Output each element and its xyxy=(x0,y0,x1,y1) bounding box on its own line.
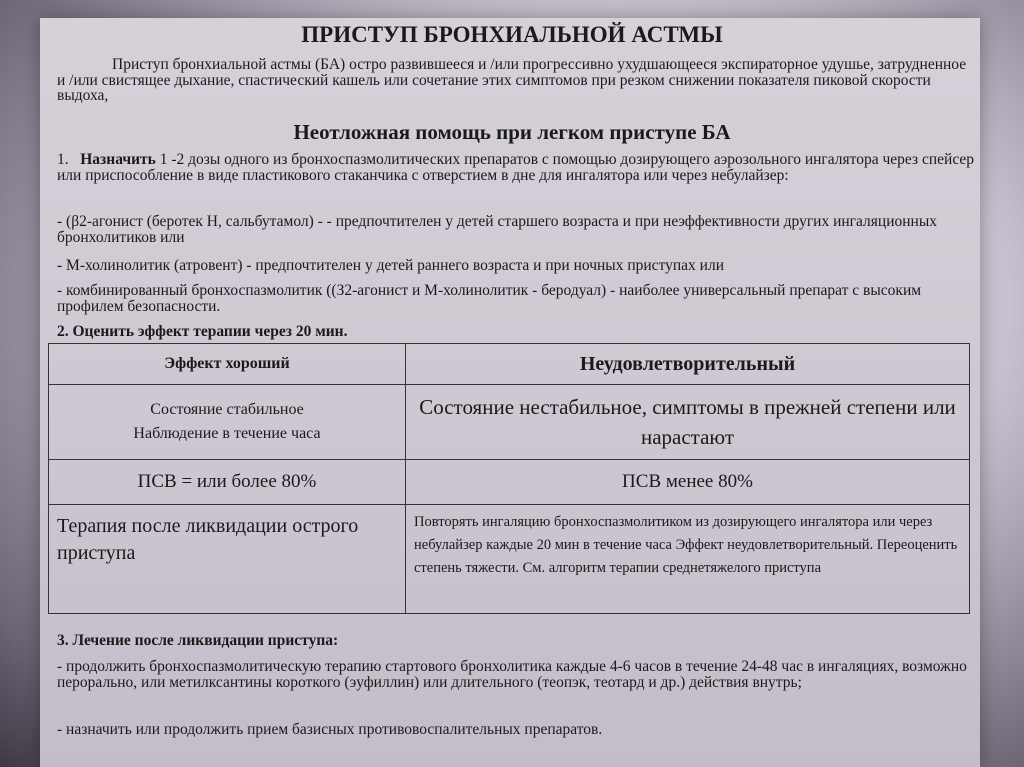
step-1-label: Назначить xyxy=(80,151,156,168)
table-row xyxy=(49,505,970,614)
after-item-bronchodilator: - продолжить бронхоспазмолитическую терапию стартового бронхолитика каждые 4-6 часов в течение 24-48 час в ингаляциях, возможно перорально, или метилксантины короткого (эуфиллин) или длительного (теопэк, теотард и др.) действия внутрь; xyxy=(57,658,967,691)
bullet-m-cholinolytic: - М-холинолитик (атровент) - предпочтителен у детей раннего возраста и при ночных приступах или xyxy=(57,257,725,274)
step-1-number: 1. xyxy=(57,151,69,168)
table-row xyxy=(49,385,970,460)
bullet-beta-agonist: - (β2-агонист (беротек Н, сальбутамол) - - предпочтителен у детей старшего возраста и при неэффективности других ингаляционных бронхолитиков или xyxy=(57,213,938,246)
therapy-good-cell: Терапия после ликвидации острого приступа xyxy=(49,505,406,614)
effect-table xyxy=(48,343,970,614)
step-1 xyxy=(57,152,977,183)
state-good-line-2: Наблюдение в течение часа xyxy=(133,425,321,442)
after-item-basic-therapy: - назначить или продолжить прием базисных противовоспалительных препаратов. xyxy=(57,721,603,738)
state-good-cell xyxy=(49,385,406,460)
table-row xyxy=(49,460,970,505)
definition-paragraph: Приступ бронхиальной астмы (БА) остро развившееся и /или прогрессивно ухудшающееся экспираторное удушье, затрудненное и /или свистящее дыхание, спастический кашель или сочетание этих симптомов при резком снижении показателя пиковой скорости выдоха, xyxy=(57,56,967,104)
step-3: 3. Лечение после ликвидации приступа: xyxy=(57,632,339,649)
table-row xyxy=(49,344,970,385)
bullet-combined: - комбинированный бронхоспазмолитик ((З2-агонист и М-холинолитик - беродуал) - наиболее универсальный препарат с высоким профилем безопасности. xyxy=(57,282,922,315)
header-bad: Неудовлетворительный xyxy=(406,344,970,385)
step-1-text: 1 -2 дозы одного из бронхоспазмолитических препаратов с помощью дозирующего аэрозольного ингалятора через спейсер или приспособление в виде пластикового стаканчика с отверстием в дне для ингалятора или через небулайзер: xyxy=(57,151,975,184)
psv-good-cell: ПСВ = или более 80% xyxy=(49,460,406,505)
state-good-line-1: Состояние стабильное xyxy=(150,401,304,418)
step-2: 2. Оценить эффект терапии через 20 мин. xyxy=(57,323,348,340)
state-bad-cell: Состояние нестабильное, симптомы в прежней степени или нарастают xyxy=(406,385,970,460)
section-subtitle: Неотложная помощь при легком приступе БА xyxy=(293,120,731,144)
psv-bad-cell: ПСВ менее 80% xyxy=(406,460,970,505)
page-title: ПРИСТУП БРОНХИАЛЬНОЙ АСТМЫ xyxy=(301,22,723,47)
header-good: Эффект хороший xyxy=(49,344,406,385)
therapy-bad-cell: Повторять ингаляцию бронхоспазмолитиком из дозирующего ингалятора или через небулайзер каждые 20 мин в течение часа Эффект неудовлетворительный. Переоценить степень тяжести. См. алгоритм терапии среднетяжелого приступа xyxy=(406,505,970,614)
